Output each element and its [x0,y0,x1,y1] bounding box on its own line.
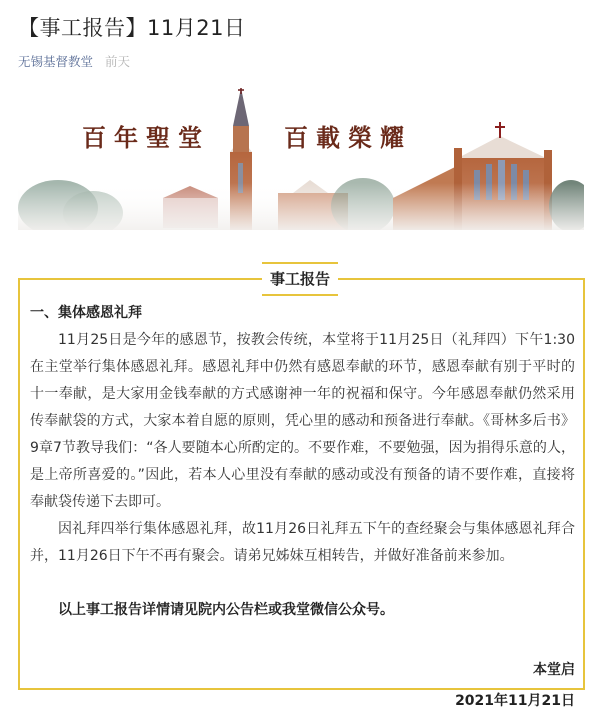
article-meta [18,52,130,70]
report-date: 2021年11月21日 [455,693,575,709]
author-link[interactable]: 无锡基督教堂 [18,54,94,69]
church-banner-image [18,88,584,230]
signature: 本堂启 [533,662,575,678]
paragraph-schedule: 因礼拜四举行集体感恩礼拜，故11月26日礼拜五下午的查经聚会与集体感恩礼拜合并，11月26日下午不再有聚会。请弟兄姊妹互相转告，并做好准备前来参加。 [30,521,575,564]
banner-text-left: 百年聖堂 [82,123,210,152]
publish-time: 前天 [105,54,131,69]
report-title-text: 事工报告 [269,270,330,288]
banner-text-right: 百載榮耀 [284,123,412,152]
closing-note: 以上事工报告详情请见院内公告栏或我堂微信公众号。 [58,602,394,618]
paragraph-thanksgiving: 11月25日是今年的感恩节，按教会传统，本堂将于11月25日（礼拜四）下午1:30在主堂举行集体感恩礼拜。感恩礼拜中仍然有感恩奉献的环节，感恩奉献有别于平时的十一奉献，是大家用金钱奉献的方式感谢神一年的祝福和保守。今年感恩奉献仍然采用传奉献袋的方式，大家本着自愿的原则，凭心里的感动和预备进行奉献。《哥林多后书》9章7节教导我们：“各人要随本心所酌定的。不要作难，不要勉强，因为捐得乐意的人，是上帝所喜爱的。”因此，若本人心里没有奉献的感动或没有预备的请不要作难，直接将奉献袋传递下去即可。 [30,332,575,510]
report-box-title [262,262,338,296]
article-title: 【事工报告】11月21日 [18,16,246,40]
report-content [30,300,575,715]
section-heading: 一、集体感恩礼拜 [30,305,142,321]
